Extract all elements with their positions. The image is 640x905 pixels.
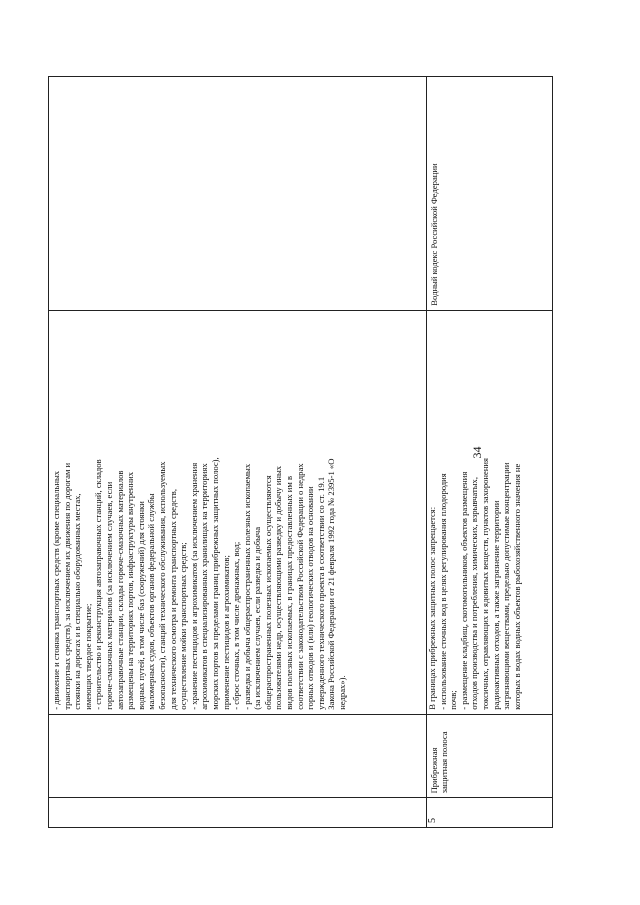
law-reference-cell	[427, 77, 553, 311]
text-line: недрах»).	[337, 675, 348, 710]
text-line: - использование сточных вод в целях регулирования плодородия	[437, 473, 448, 710]
text-line: применение пестицидов и агрохимикатов;	[220, 555, 231, 710]
zone-name-cell	[49, 714, 427, 798]
text-line: безопасности), станций технического обслуживания, используемых	[156, 461, 167, 710]
text-line: маломерных судов, объектов органов федеральной службы	[146, 493, 157, 710]
text-line: для технического осмотра и ремонта транспортных средств,	[167, 489, 178, 710]
text-line: которых в водах водных объектов рыбохозяйственного значения не	[511, 463, 522, 710]
zone-name: Прибрежная защитная полоса	[429, 731, 450, 794]
page-number: 34	[470, 446, 484, 459]
text-line: соответствии с законодательством Российской Федерации о недрах	[294, 463, 305, 710]
text-line: - размещение кладбищ, скотомогильников, объектов размещения	[458, 471, 469, 710]
text-line: - разведка и добыча общераспространенных полезных ископаемых	[241, 463, 252, 710]
law-reference: Водный кодекс Российской Федерации	[429, 163, 439, 306]
text-line: В границах прибрежных защитных полос запрещается:	[427, 506, 437, 710]
restrictions-cell	[49, 310, 427, 714]
text-line: утвержденного технического проекта в соответствии со ст. 19.1	[315, 476, 326, 710]
row-number-cell	[49, 798, 427, 828]
text-line: почв;	[448, 690, 459, 710]
table-row-continuation	[49, 77, 427, 828]
law-reference-cell	[49, 77, 427, 311]
text-line: горных отводов и (или) геологических отводов на основании	[305, 486, 316, 710]
text-line: (за исключением случаев, если разведка и добыча	[252, 526, 263, 710]
text-line: транспортных средств), за исключением их движения по дорогам и	[61, 462, 72, 710]
text-line: автозаправочные станции, склады горюче-смазочных материалов	[114, 470, 125, 710]
text-line: морских портов за пределами границ прибрежных защитных полос),	[209, 457, 220, 710]
text-line: - хранение пестицидов и агрохимикатов (за исключением хранения	[188, 462, 199, 710]
text-line: - движение и стоянка транспортных средств (кроме специальных	[51, 470, 61, 710]
text-line: радиоактивных отходов, а также загрязнение территории	[490, 500, 501, 710]
regulations-table	[48, 76, 553, 828]
text-line: загрязняющими веществами, предельно допустимые концентрации	[501, 462, 512, 710]
text-line: водных путей, в том числе баз (сооружений) для стоянки	[135, 501, 146, 710]
text-line: пользователями недр, осуществляющими разведку и добычу иных	[273, 465, 284, 710]
restrictions-text	[427, 315, 522, 710]
text-line: горюче-смазочных материалов (за исключением случаев, если	[103, 481, 114, 710]
text-line: отходов производства и потребления, химических, взрывчатых,	[469, 477, 480, 710]
text-line: общераспространенных полезных ископаемых осуществляются	[262, 475, 273, 710]
text-line: видов полезных ископаемых, в границах предоставленных им в	[284, 475, 295, 710]
table-row-5	[427, 77, 553, 828]
row-number-cell: 5	[427, 798, 553, 828]
restrictions-text	[51, 315, 348, 710]
text-line: агрохимикатов в специализированных хранилищах на территориях	[199, 463, 210, 710]
text-line: имеющих твердое покрытие;	[82, 603, 93, 710]
text-line: осуществление мойки транспортных средств;	[178, 542, 189, 710]
text-line: токсичных, отравляющих и ядовитых веществ, пунктов захоронения	[479, 458, 490, 710]
restrictions-cell	[427, 310, 553, 714]
text-line: размещены на территориях портов, инфраструктуры внутренних	[125, 471, 136, 710]
zone-name-cell	[427, 714, 553, 798]
text-line: Закона Российской Федерации от 21 февраля 1992 года № 2395-1 «О	[326, 458, 337, 710]
text-line: - сброс сточных, в том числе дренажных, вод;	[231, 541, 242, 710]
text-line: стоянки на дорогах и в специально оборудованных местах,	[72, 493, 83, 710]
text-line: - строительство и реконструкция автозаправочных станций, складов	[93, 459, 104, 710]
